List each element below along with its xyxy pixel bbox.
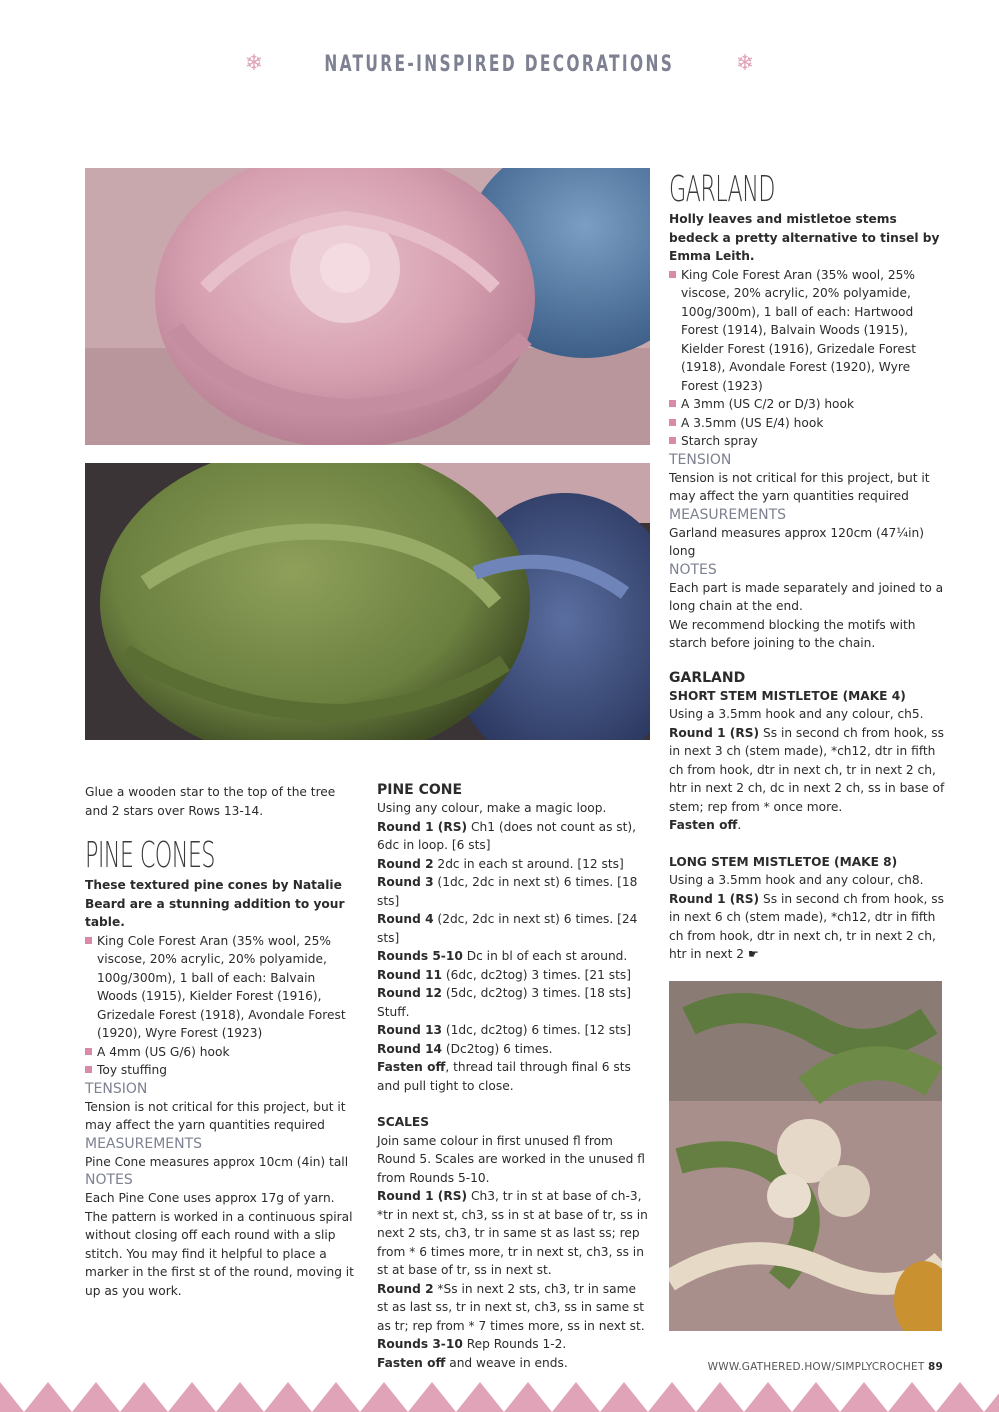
list-item: A 4mm (US G/6) hook: [85, 1043, 357, 1062]
list-item: King Cole Forest Aran (35% wool, 25% viscose, 20% acrylic, 20% polyamide, 100g/300m), 1 ball of each: Hartwood Forest (1914), Balvain Woods (1915), Kielder Forest (1916), Grizedale Forest (1918), Avondale Forest (1920), Wyre Forest (1923): [669, 266, 949, 396]
tension-text: Tension is not critical for this project, but it may affect the yarn quantities required: [85, 1099, 346, 1132]
zigzag-triangle: [360, 1382, 408, 1412]
photo-green-pine-cone: [85, 463, 650, 740]
page-header: [0, 46, 999, 82]
snowflake-icon: ❄: [735, 51, 755, 76]
tension-heading: TENSION: [669, 451, 732, 468]
round-line: Round 13 (1dc, dc2tog) 6 times. [12 sts]: [377, 1023, 632, 1037]
round-line: Round 11 (6dc, dc2tog) 3 times. [21 sts]: [377, 967, 632, 982]
round-line: Round 1 (RS) Ch1 (does not count as st), 6dc in loop. [6 sts]: [377, 819, 637, 852]
tension-text: Tension is not critical for this project, but it may affect the yarn quantities required: [669, 470, 930, 503]
measurements-text: Garland measures approx 120cm (47¼in) long: [669, 525, 924, 558]
notes-text: We recommend blocking the motifs with starch before joining to the chain.: [669, 617, 916, 650]
notes-heading: NOTES: [85, 1172, 133, 1188]
footer-url: WWW.GATHERED.HOW/SIMPLYCROCHET: [707, 1361, 925, 1373]
left-column: [85, 783, 357, 1300]
zigzag-triangle: [984, 1382, 999, 1412]
zigzag-triangle: [648, 1382, 696, 1412]
round-line: Round 1 (RS) Ss in second ch from hook, ss in next 6 ch (stem made), *ch12, dtr in fifth ch from hook, dtr in next ch, tr in next 2 ch, htr in next 2 ☛: [669, 891, 944, 961]
right-column: [669, 170, 949, 964]
round-line: Rounds 5-10 Dc in bl of each st around.: [377, 949, 628, 963]
list-item: Starch spray: [669, 432, 949, 451]
round-line: Round 1 (RS) Ss in second ch from hook, ss in next 3 ch (stem made), *ch12, dtr in fifth ch from hook, dtr in next ch, tr in next 2 ch, htr in next 2 ch, dc in next 2 ch, ss in base of stem; rep from * once more.: [669, 725, 945, 814]
snowflake-icon: ❄: [244, 51, 264, 76]
round-line: Fasten off and weave in ends.: [377, 1355, 568, 1370]
list-item: A 3mm (US C/2 or D/3) hook: [669, 395, 949, 414]
list-item: Toy stuffing: [85, 1061, 357, 1080]
measurements-heading: MEASUREMENTS: [85, 1135, 203, 1152]
round-line: Round 2 2dc in each st around. [12 sts]: [377, 856, 624, 871]
zigzag-triangle: [312, 1382, 360, 1412]
round-line: Rounds 3-10 Rep Rounds 1-2.: [377, 1337, 567, 1351]
pine-cone-heading: PINE CONE: [377, 782, 463, 798]
zigzag-triangle: [72, 1382, 120, 1412]
list-item: King Cole Forest Aran (35% wool, 25% viscose, 20% acrylic, 20% polyamide, 100g/300m), 1 ball of each: Balvain Woods (1915), Kielder Forest (1916), Grizedale Forest (1918), Avondale Forest (1920), Wyre Forest (1923): [85, 932, 357, 1043]
notes-heading: NOTES: [669, 561, 717, 578]
round-line: Round 2 *Ss in next 2 sts, ch3, tr in same st as last ss, tr in next st, ch3, ss in same st as tr; rep from * 7 times more, ss in next st.: [377, 1281, 645, 1333]
scales-intro: Join same colour in first unused fl from Round 5. Scales are worked in the unused fl from Rounds 5-10.: [377, 1133, 645, 1185]
zigzag-triangle: [216, 1382, 264, 1412]
pine-cones-materials: [85, 932, 357, 1080]
notes-text: Each part is made separately and joined to a long chain at the end.: [669, 580, 944, 613]
intro-text: Glue a wooden star to the top of the tree and 2 stars over Rows 13-14.: [85, 785, 336, 818]
round-line: Round 4 (2dc, 2dc in next st) 6 times. [24 sts]: [377, 912, 638, 945]
zigzag-triangle: [168, 1382, 216, 1412]
round-line: Round 14 (Dc2tog) 6 times.: [377, 1041, 553, 1056]
round-line: Round 1 (RS) Ch3, tr in st at base of ch-3, *tr in next st, ch3, ss in st at base of tr, ss in next 2 sts, ch3, tr in same st as last ss; rep from * 6 times more, tr in next st, ch3, ss in st at base of tr, ss in next st.: [377, 1189, 648, 1277]
zigzag-triangle: [552, 1382, 600, 1412]
zigzag-border: [0, 1382, 999, 1412]
footer: [708, 1361, 943, 1373]
scales-heading: SCALES: [377, 1115, 430, 1129]
photo-pink-pine-cone: [85, 168, 650, 445]
garland-heading: GARLAND: [669, 169, 775, 210]
zigzag-triangle: [408, 1382, 456, 1412]
zigzag-triangle: [744, 1382, 792, 1412]
garland-section-heading: GARLAND: [669, 669, 746, 686]
middle-column: [377, 781, 649, 1372]
zigzag-triangle: [888, 1382, 936, 1412]
zigzag-triangle: [792, 1382, 840, 1412]
pine-cones-heading: PINE CONES: [85, 835, 215, 876]
pine-cones-byline: These textured pine cones by Natalie Beard are a stunning addition to your table.: [85, 878, 345, 929]
long-stem-intro: Using a 3.5mm hook and any colour, ch8.: [669, 873, 924, 887]
page-number: 89: [927, 1361, 943, 1373]
list-item: A 3.5mm (US E/4) hook: [669, 414, 949, 433]
zigzag-triangle: [936, 1382, 984, 1412]
zigzag-triangle: [0, 1382, 24, 1412]
garland-byline: Holly leaves and mistletoe stems bedeck a pretty alternative to tinsel by Emma Leith.: [669, 212, 940, 263]
zigzag-triangle: [840, 1382, 888, 1412]
zigzag-triangle: [120, 1382, 168, 1412]
zigzag-triangle: [264, 1382, 312, 1412]
short-stem-heading: SHORT STEM MISTLETOE (MAKE 4): [669, 688, 906, 703]
round-line: Round 12 (5dc, dc2tog) 3 times. [18 sts] Stuff.: [377, 986, 632, 1019]
continue-arrow-icon: ☛: [747, 947, 759, 961]
garland-materials: [669, 266, 949, 451]
long-stem-heading: LONG STEM MISTLETOE (MAKE 8): [669, 854, 898, 869]
photo-mistletoe-garland: [669, 981, 942, 1331]
zigzag-triangle: [600, 1382, 648, 1412]
notes-text: Each Pine Cone uses approx 17g of yarn. The pattern is worked in a continuous spiral without closing off each round with a slip stitch. You may find it helpful to place a marker in the first st of the round, moving it up as you work.: [85, 1191, 354, 1298]
zigzag-triangle: [504, 1382, 552, 1412]
pine-cone-intro: Using any colour, make a magic loop.: [377, 801, 607, 815]
round-line: Fasten off.: [669, 818, 742, 832]
tension-heading: TENSION: [85, 1080, 148, 1097]
zigzag-triangle: [696, 1382, 744, 1412]
short-stem-intro: Using a 3.5mm hook and any colour, ch5.: [669, 707, 924, 721]
round-line: Fasten off, thread tail through final 6 sts and pull tight to close.: [377, 1060, 631, 1093]
round-line: Round 3 (1dc, 2dc in next st) 6 times. [18 sts]: [377, 875, 638, 908]
zigzag-triangle: [456, 1382, 504, 1412]
measurements-heading: MEASUREMENTS: [669, 506, 787, 523]
section-title: NATURE-INSPIRED DECORATIONS: [324, 51, 675, 77]
measurements-text: Pine Cone measures approx 10cm (4in) tall: [85, 1154, 349, 1169]
zigzag-triangle: [24, 1382, 72, 1412]
